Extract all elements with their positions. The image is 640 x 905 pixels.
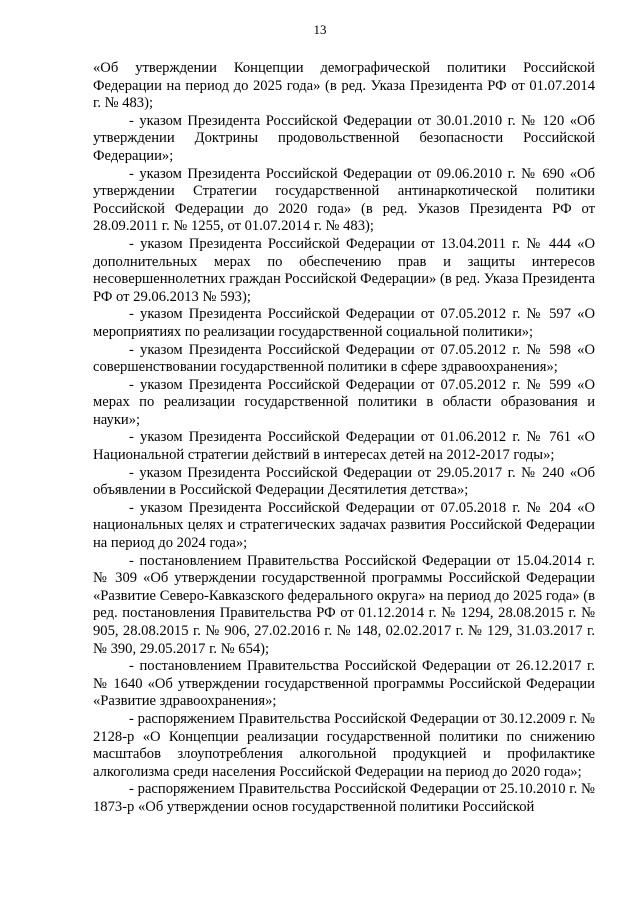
paragraph: - указом Президента Российской Федерации от 07.05.2012 г. № 598 «О совершенствовании государственной политики в сфере здравоохранения»; [93,341,595,376]
paragraph: «Об утверждении Концепции демографической политики Российской Федерации на период до 2025 года» (в ред. Указа Президента РФ от 01.07.2014 г. № 483); [93,60,595,112]
paragraph: - указом Президента Российской Федерации от 07.05.2012 г. № 599 «О мерах по реализации государственной политики в области образования и науки»; [93,376,595,428]
paragraph: - указом Президента Российской Федерации от 09.06.2010 г. № 690 «Об утверждении Стратегии государственной антинаркотической политики Российской Федерации до 2020 года» (в ред. Указов Президента РФ от 28.09.2011 г. № 1255, от 01.07.2014 г. № 483); [93,165,595,235]
document-body [93,60,595,817]
paragraph: - распоряжением Правительства Российской Федерации от 30.12.2009 г. № 2128-р «О Концепции реализации государственной политики по снижению масштабов злоупотребления алкогольной продукцией и профилактике алкоголизма среди населения Российской Федерации на период до 2020 года»; [93,710,595,780]
paragraph: - постановлением Правительства Российской Федерации от 15.04.2014 г. № 309 «Об утверждении государственной программы Российской Федерации «Развитие Северо-Кавказского федерального округа» на период до 2025 года» (в ред. постановления Правительства РФ от 01.12.2014 г. № 1294, 28.08.2015 г. № 905, 28.08.2015 г. № 906, 27.02.2016 г. № 148, 02.02.2017 г. № 129, 31.03.2017 г. № 390, 29.05.2017 г. № 654); [93,552,595,657]
paragraph: - указом Президента Российской Федерации от 01.06.2012 г. № 761 «О Национальной стратегии действий в интересах детей на 2012-2017 годы»; [93,429,595,464]
paragraph: - указом Президента Российской Федерации от 07.05.2018 г. № 204 «О национальных целях и стратегических задачах развития Российской Федерации на период до 2024 года»; [93,499,595,552]
paragraph: - указом Президента Российской Федерации от 07.05.2012 г. № 597 «О мероприятиях по реализации государственной социальной политики»; [93,306,595,340]
page-number: 13 [313,22,327,37]
paragraph: - указом Президента Российской Федерации от 30.01.2010 г. № 120 «Об утверждении Доктрины продовольственной безопасности Российской Федерации»; [93,112,595,164]
paragraph: - распоряжением Правительства Российской Федерации от 25.10.2010 г. № 1873-р «Об утверждении основ государственной политики Российской [93,781,595,815]
paragraph: - постановлением Правительства Российской Федерации от 26.12.2017 г. № 1640 «Об утверждении государственной программы Российской Федерации «Развитие здравоохранения»; [93,658,595,710]
paragraph: - указом Президента Российской Федерации от 13.04.2011 г. № 444 «О дополнительных мерах по обеспечению прав и защиты интересов несовершеннолетних граждан Российской Федерации» (в ред. Указа Президента РФ от 29.06.2013 № 593); [93,235,595,305]
paragraph: - указом Президента Российской Федерации от 29.05.2017 г. № 240 «Об объявлении в Российской Федерации Десятилетия детства»; [93,464,595,499]
